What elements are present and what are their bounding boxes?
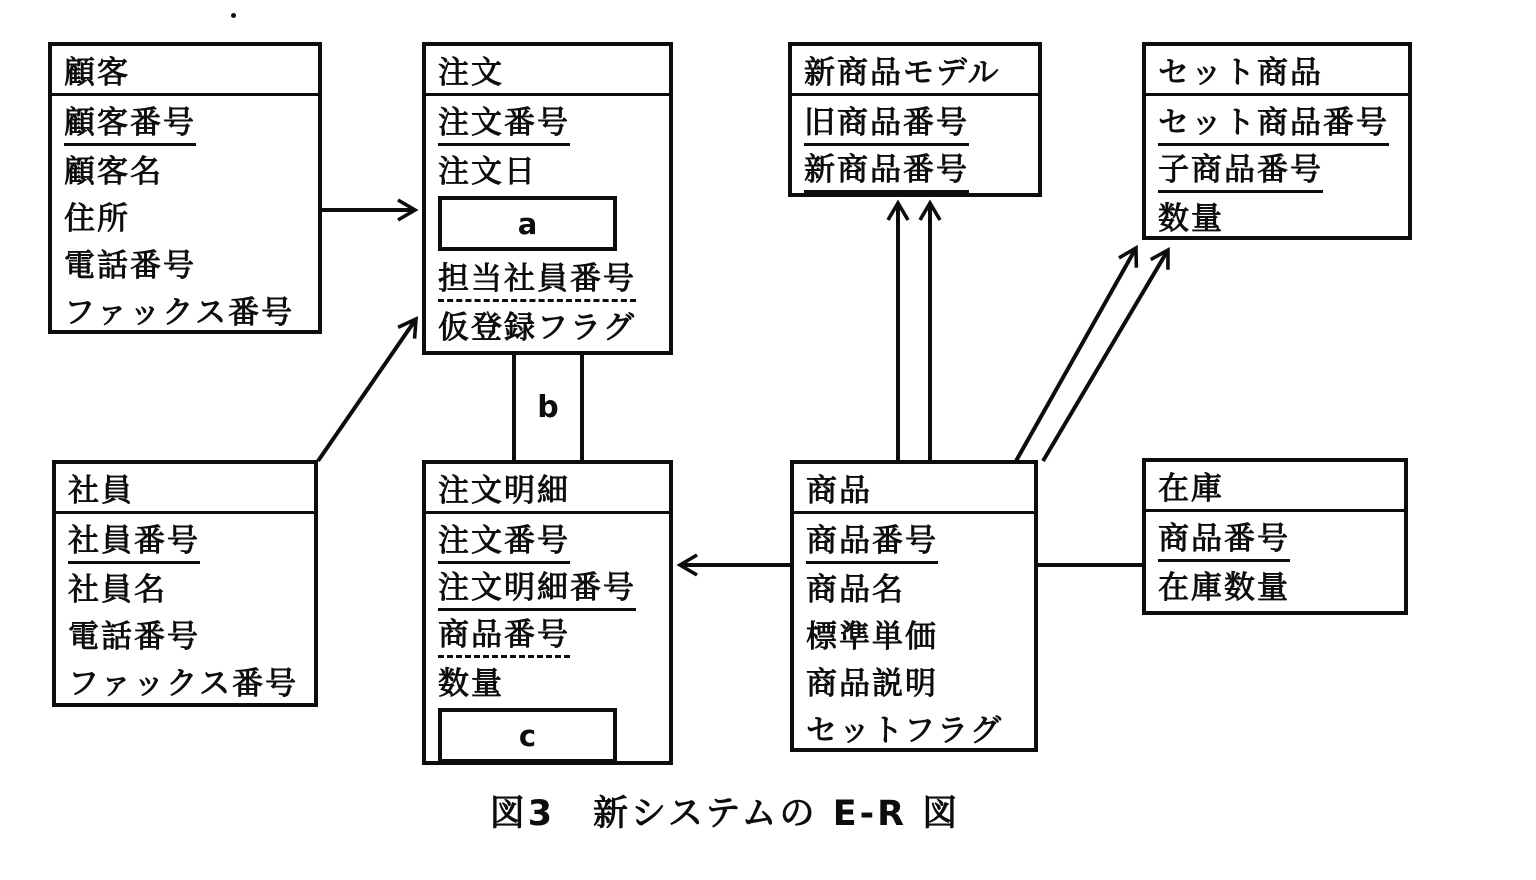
attribute-row bbox=[438, 563, 661, 610]
attribute-row bbox=[68, 657, 306, 704]
placeholder-a-box bbox=[438, 196, 617, 251]
entity-title-label: 社員 bbox=[68, 473, 134, 509]
entity-order-detail bbox=[422, 460, 673, 765]
attribute-row bbox=[68, 610, 306, 657]
attribute-row bbox=[806, 704, 1026, 751]
attribute-row bbox=[1158, 192, 1400, 239]
entity-set-product bbox=[1142, 42, 1412, 240]
entity-new-product-model-title bbox=[792, 46, 1038, 96]
attribute-label: 顧客番号 bbox=[64, 97, 196, 146]
attribute-label: 電話番号 bbox=[68, 619, 200, 655]
attribute-row bbox=[806, 516, 1026, 563]
attribute-label: 注文番号 bbox=[438, 515, 570, 564]
attribute-row bbox=[804, 145, 1030, 192]
attribute-row bbox=[1158, 98, 1400, 145]
attribute-label: 商品番号 bbox=[806, 515, 938, 564]
attribute-label: 標準単価 bbox=[806, 619, 938, 655]
attribute-label: 新商品番号 bbox=[804, 144, 969, 193]
entity-customer bbox=[48, 42, 322, 334]
entity-set-product-attributes bbox=[1146, 96, 1408, 239]
attribute-label: 仮登録フラグ bbox=[438, 310, 636, 346]
entity-set-product-title bbox=[1146, 46, 1408, 96]
attribute-row bbox=[438, 610, 661, 657]
attribute-row bbox=[806, 563, 1026, 610]
entity-employee-title bbox=[56, 464, 314, 514]
attribute-label: 数量 bbox=[438, 666, 504, 702]
attribute-label: 住所 bbox=[64, 201, 130, 237]
attribute-label: 社員番号 bbox=[68, 515, 200, 564]
placeholder-a-label: a bbox=[517, 206, 538, 241]
attribute-row bbox=[804, 98, 1030, 145]
attribute-label: 商品説明 bbox=[806, 666, 938, 702]
entity-title-label: 注文 bbox=[438, 55, 504, 91]
attribute-label: セット商品番号 bbox=[1158, 97, 1389, 146]
entity-employee-attributes bbox=[56, 514, 314, 704]
entity-order-detail-title bbox=[426, 464, 669, 514]
entity-title-label: 注文明細 bbox=[438, 473, 570, 509]
attribute-row bbox=[1158, 514, 1396, 561]
attribute-label: 数量 bbox=[1158, 201, 1224, 237]
scan-dot bbox=[231, 13, 236, 18]
attribute-row bbox=[64, 239, 310, 286]
attribute-label: 電話番号 bbox=[64, 248, 196, 284]
entity-customer-attributes bbox=[52, 96, 318, 333]
attribute-label: 注文明細番号 bbox=[438, 562, 636, 611]
attribute-label: 商品番号 bbox=[438, 609, 570, 658]
placeholder-c-box bbox=[438, 708, 617, 763]
entity-order-title bbox=[426, 46, 669, 96]
entity-title-label: セット商品 bbox=[1158, 55, 1323, 91]
attribute-row bbox=[64, 145, 310, 192]
entity-product bbox=[790, 460, 1038, 752]
entity-stock-title bbox=[1146, 462, 1404, 512]
entity-title-label: 新商品モデル bbox=[804, 55, 1001, 91]
attribute-label: 担当社員番号 bbox=[438, 253, 636, 302]
attribute-row bbox=[68, 516, 306, 563]
figure-caption: 図3 新システムの E-R 図 bbox=[489, 794, 961, 834]
entity-product-title bbox=[794, 464, 1034, 514]
attribute-label: 旧商品番号 bbox=[804, 97, 969, 146]
attribute-row bbox=[1158, 145, 1400, 192]
attribute-label: 子商品番号 bbox=[1158, 144, 1323, 193]
attribute-label: 注文日 bbox=[438, 154, 537, 190]
attribute-row bbox=[806, 610, 1026, 657]
attribute-label: 顧客名 bbox=[64, 154, 163, 190]
entity-stock-attributes bbox=[1146, 512, 1404, 608]
attribute-row bbox=[1158, 561, 1396, 608]
entity-order-attributes bbox=[426, 96, 669, 348]
entity-new-product-model bbox=[788, 42, 1042, 197]
entity-stock bbox=[1142, 458, 1408, 615]
attribute-row bbox=[438, 301, 661, 348]
entity-title-label: 在庫 bbox=[1158, 471, 1224, 507]
attribute-label: ファックス番号 bbox=[68, 666, 299, 702]
placeholder-c-label: c bbox=[518, 718, 537, 753]
attribute-row bbox=[438, 657, 661, 704]
attribute-row bbox=[64, 98, 310, 145]
entity-employee bbox=[52, 460, 318, 707]
attribute-label: 注文番号 bbox=[438, 97, 570, 146]
entity-customer-title bbox=[52, 46, 318, 96]
entity-product-attributes bbox=[794, 514, 1034, 751]
attribute-label: セットフラグ bbox=[806, 713, 1004, 749]
attribute-row bbox=[68, 563, 306, 610]
placeholder-b-box bbox=[512, 351, 584, 464]
attribute-row bbox=[806, 657, 1026, 704]
attribute-label: ファックス番号 bbox=[64, 295, 295, 331]
attribute-row bbox=[438, 145, 661, 192]
rel-product-setproduct-arrow-2 bbox=[1043, 250, 1168, 461]
attribute-label: 商品番号 bbox=[1158, 513, 1290, 562]
rel-product-setproduct-arrow-1 bbox=[1016, 248, 1136, 461]
attribute-row bbox=[438, 254, 661, 301]
placeholder-b-label: b bbox=[537, 390, 559, 425]
attribute-label: 在庫数量 bbox=[1158, 570, 1290, 606]
entity-title-label: 顧客 bbox=[64, 55, 130, 91]
entity-new-product-model-attributes bbox=[792, 96, 1038, 192]
attribute-label: 社員名 bbox=[68, 572, 167, 608]
attribute-row bbox=[438, 98, 661, 145]
attribute-row bbox=[438, 516, 661, 563]
entity-order-detail-attributes bbox=[426, 514, 669, 763]
entity-title-label: 商品 bbox=[806, 473, 872, 509]
rel-employee-order-arrow bbox=[318, 319, 416, 461]
attribute-label: 商品名 bbox=[806, 572, 905, 608]
attribute-row bbox=[64, 192, 310, 239]
entity-order bbox=[422, 42, 673, 355]
attribute-row bbox=[64, 286, 310, 333]
